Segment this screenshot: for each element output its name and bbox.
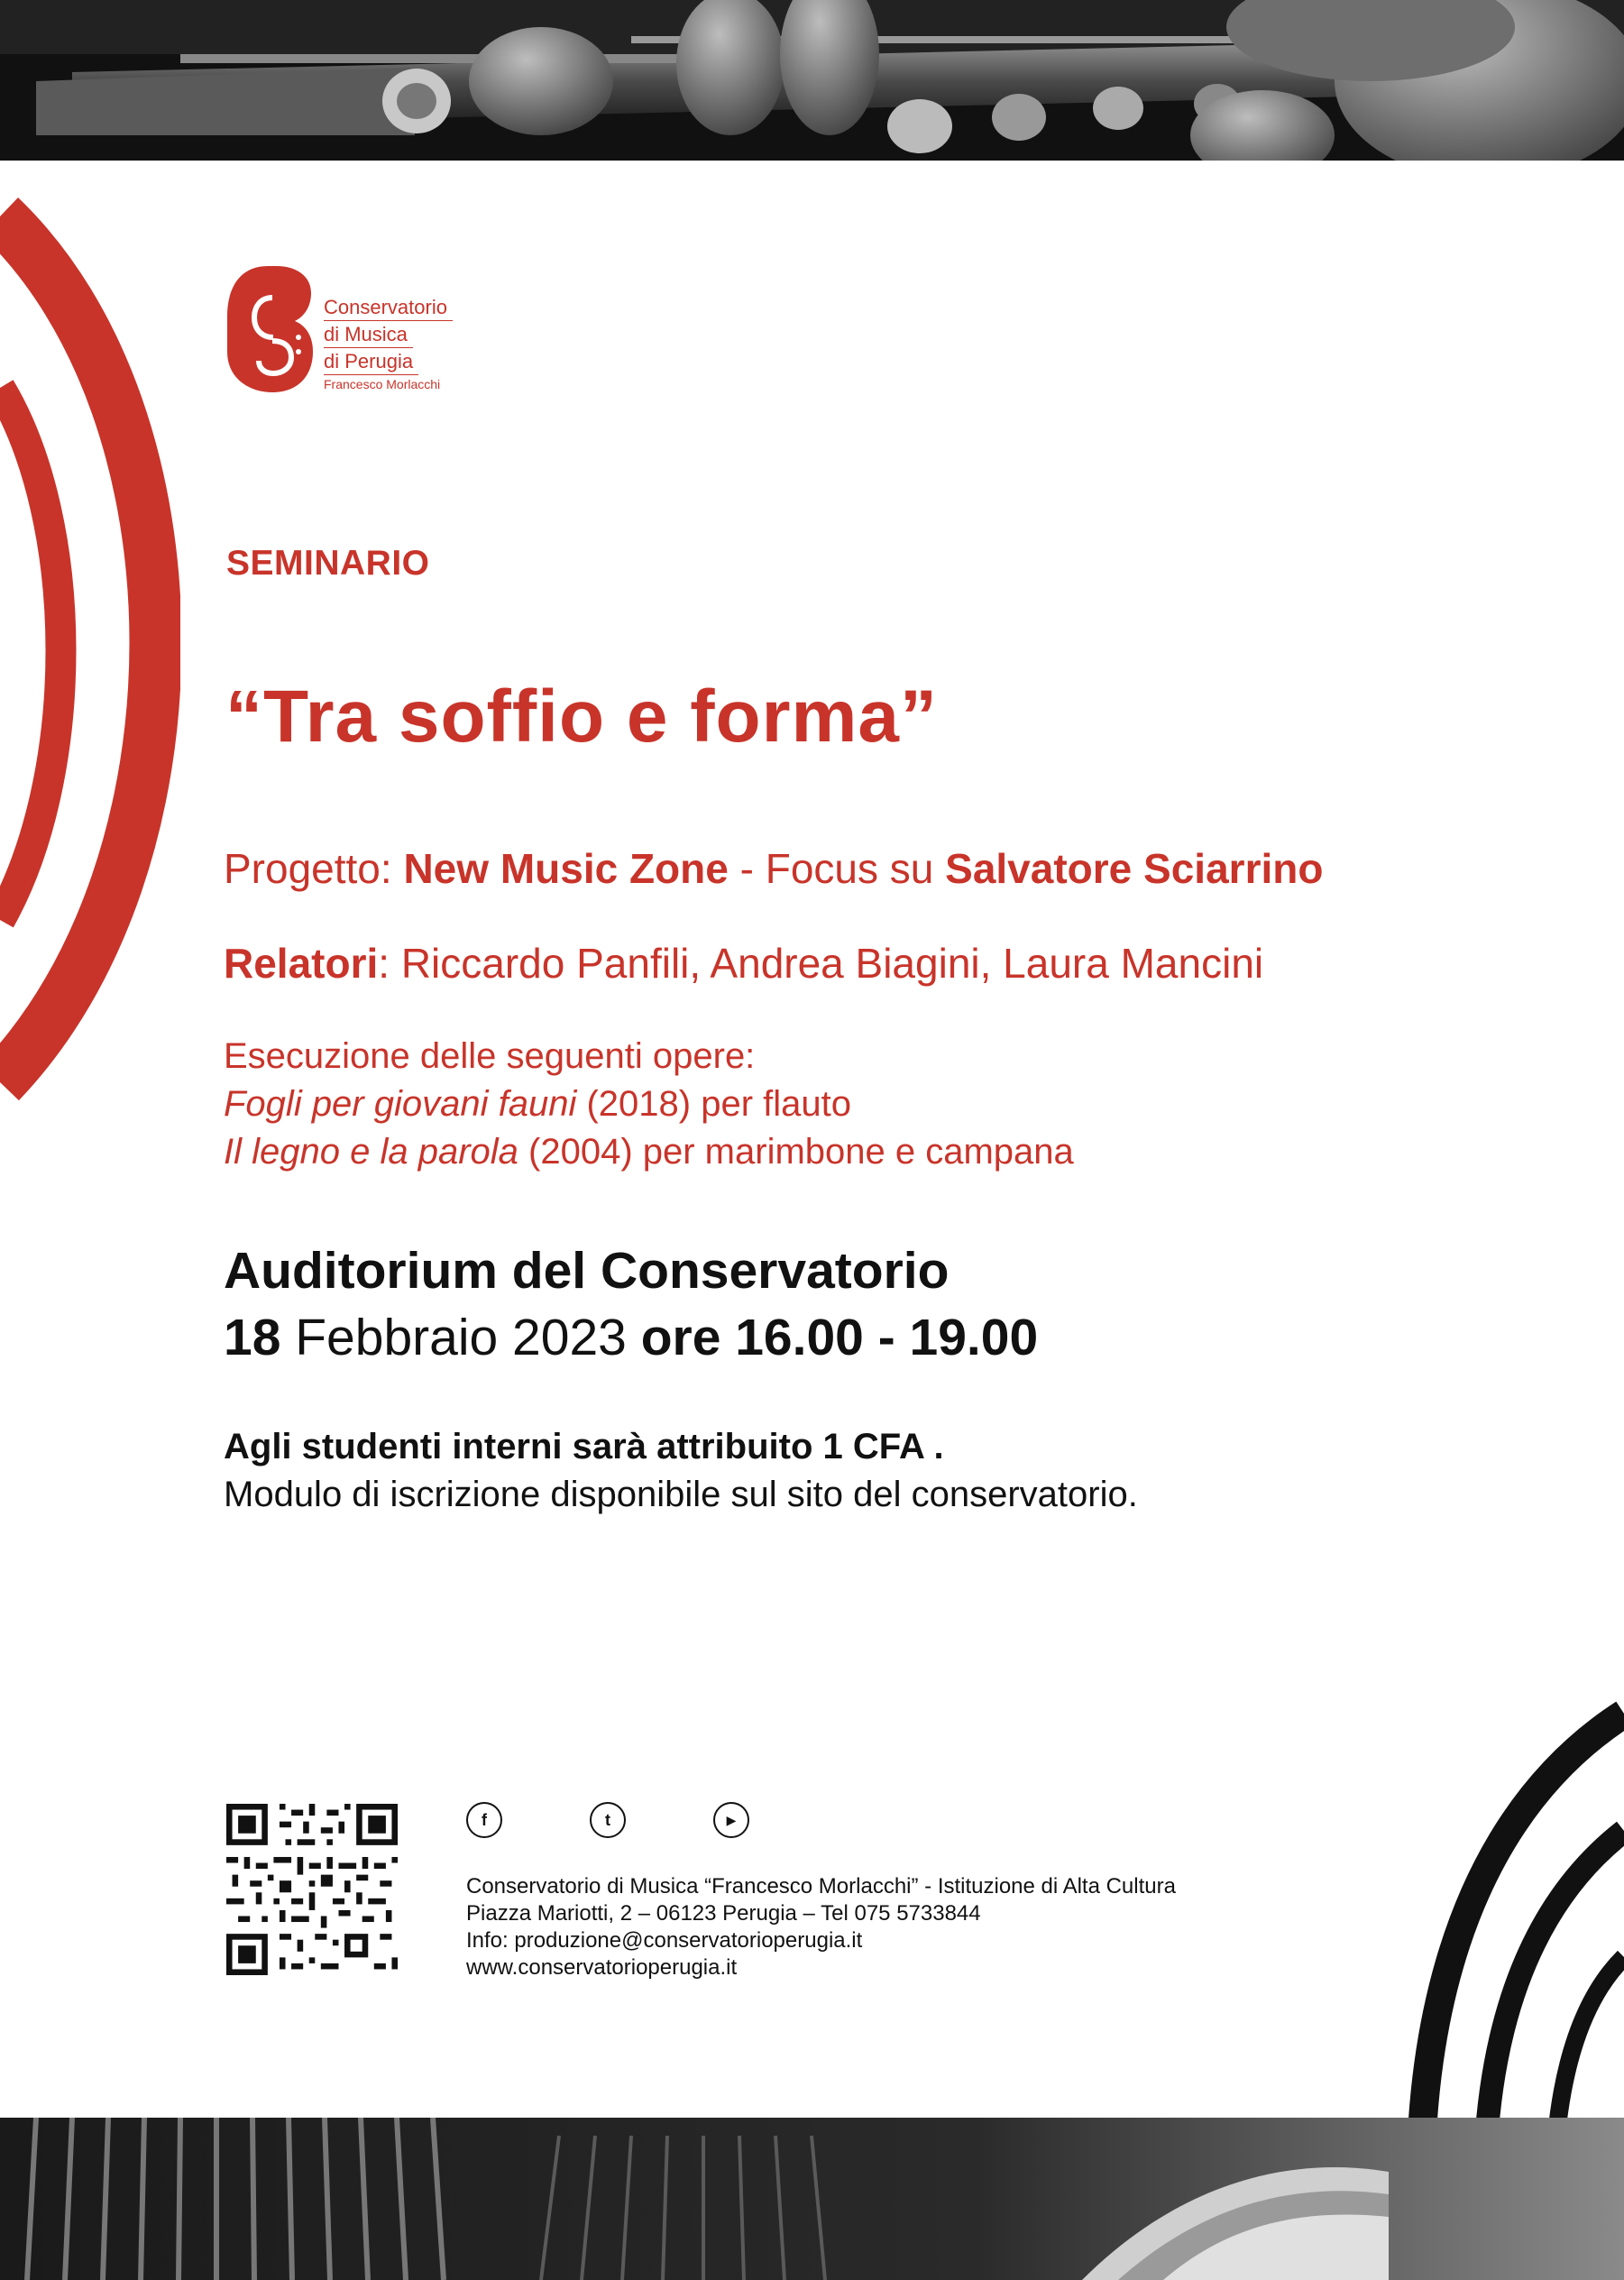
project-focus: Salvatore Sciarrino <box>945 845 1324 892</box>
event-title: “Tra soffio e forma” <box>225 676 939 758</box>
work-detail: (2018) per flauto <box>576 1084 851 1124</box>
registration-note: Modulo di iscrizione disponibile sul sito del conservatorio. <box>224 1475 1138 1514</box>
event-type: SEMINARIO <box>226 544 430 583</box>
credits-note: Agli studenti interni sarà attribuito 1 CFA . <box>224 1427 944 1466</box>
contact-info <box>466 1873 1176 1981</box>
conservatorio-logo[interactable] <box>223 262 493 397</box>
logo-wordmark <box>324 294 453 393</box>
project-mid: - Focus su <box>728 845 946 892</box>
logo-line-1: Conservatorio <box>324 294 453 321</box>
works-block <box>224 1033 1074 1176</box>
venue-block <box>224 1237 1038 1371</box>
youtube-icon[interactable]: ▶ <box>713 1802 749 1838</box>
project-line <box>224 844 1323 893</box>
speakers-names: : Riccardo Panfili, Andrea Biagini, Laura Mancini <box>378 940 1264 987</box>
project-prefix: Progetto: <box>224 845 404 892</box>
facebook-icon[interactable]: f <box>466 1802 502 1838</box>
work-item <box>224 1128 1074 1176</box>
work-detail: (2004) per marimbone e campana <box>518 1132 1074 1172</box>
project-name: New Music Zone <box>403 845 729 892</box>
speakers-line <box>224 939 1263 988</box>
twitter-icon[interactable]: t <box>590 1802 626 1838</box>
work-title: Fogli per giovani fauni <box>224 1084 577 1124</box>
logo-line-4: Francesco Morlacchi <box>324 377 441 391</box>
qr-code[interactable] <box>226 1804 398 1975</box>
contact-institution: Conservatorio di Musica “Francesco Morlacchi” - Istituzione di Alta Cultura <box>466 1874 1176 1898</box>
logo-line-3: di Perugia <box>324 348 418 375</box>
credits-block <box>224 1423 1138 1519</box>
decorative-red-arc <box>0 180 180 1118</box>
works-intro: Esecuzione delle seguenti opere: <box>224 1036 756 1076</box>
event-time: ore 16.00 - 19.00 <box>640 1309 1039 1366</box>
contact-website[interactable]: www.conservatorioperugia.it <box>466 1955 738 1980</box>
logo-mark-icon <box>223 262 322 397</box>
event-day: 18 <box>224 1309 281 1366</box>
header-photo-flute <box>0 0 1624 161</box>
venue-name: Auditorium del Conservatorio <box>224 1242 950 1300</box>
logo-line-2: di Musica <box>324 321 413 348</box>
contact-email[interactable]: Info: produzione@conservatorioperugia.it <box>466 1928 863 1953</box>
work-title: Il legno e la parola <box>224 1132 518 1172</box>
contact-address: Piazza Mariotti, 2 – 06123 Perugia – Tel 075 5733844 <box>466 1901 981 1926</box>
event-month-year: Febbraio 2023 <box>280 1309 641 1366</box>
footer-photo-architecture <box>0 2118 1624 2280</box>
speakers-label: Relatori <box>224 940 379 987</box>
work-item <box>224 1080 1074 1128</box>
